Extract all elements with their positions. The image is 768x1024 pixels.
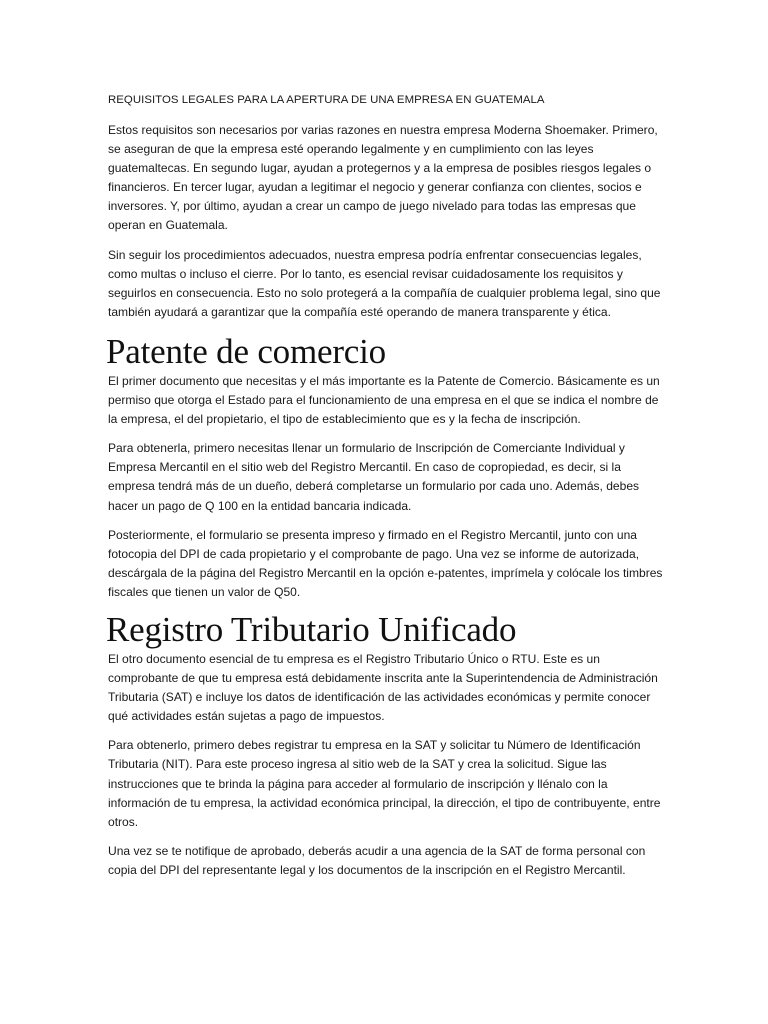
section-paragraph: Una vez se te notifique de aprobado, deberás acudir a una agencia de la SAT de forma personal con copia del DPI del representante legal y los documentos de la inscripción en el Registro Mercantil. (108, 843, 646, 877)
section-paragraph: El otro documento esencial de tu empresa es el Registro Tributario Único o RTU. Este es un comprobante de que tu empresa está debidamente inscrita ante la Superintendencia de Administración Tributaria (SAT) e incluye los datos de identificación de las actividades económicas y permite conocer qué actividades están sujetas a pago de impuestos. (108, 651, 658, 724)
section-heading-rtu: Registro Tributario Unificado (106, 609, 517, 649)
document-body (108, 92, 664, 890)
section-heading-patente: Patente de comercio (106, 331, 386, 371)
section-paragraph: Para obtenerlo, primero debes registrar tu empresa en la SAT y solicitar tu Número de Identificación Tributaria (NIT). Para este proceso ingresa al sitio web de la SAT y crea la solicitud. Sigue las instrucciones que te brinda la página para acceder al formulario de inscripción y llénalo con la información de tu empresa, la actividad económica principal, la dirección, el tipo de contribuyente, entre otros. (108, 738, 661, 829)
section-paragraph: El primer documento que necesitas y el más importante es la Patente de Comercio. Básicamente es un permiso que otorga el Estado para el funcionamiento de una empresa en el que se indica el nombre de la empresa, el del propietario, el tipo de establecimiento que es y la fecha de inscripción. (108, 373, 660, 427)
intro-paragraph: Sin seguir los procedimientos adecuados, nuestra empresa podría enfrentar consecuencias legales, como multas o incluso el cierre. Por lo tanto, es esencial revisar cuidadosamente los requisitos y seguirlos en consecuencia. Esto no solo protegerá a la compañía de cualquier problema legal, sino que también ayudará a garantizar que la compañía esté operando de manera transparente y ética. (108, 247, 661, 319)
document-title: REQUISITOS LEGALES PARA LA APERTURA DE UNA EMPRESA EN GUATEMALA (108, 94, 545, 106)
intro-paragraph: Estos requisitos son necesarios por varias razones en nuestra empresa Moderna Shoemaker. Primero, se aseguran de que la empresa esté operando legalmente y en cumplimiento con las leyes guatemaltecas. En segundo lugar, ayudan a protegernos y a la empresa de posibles riesgos legales o financieros. En tercer lugar, ayudan a legitimar el negocio y generar confianza con clientes, socios e inversores. Y, por último, ayudan a crear un campo de juego nivelado para todas las empresas que operan en Guatemala. (108, 123, 658, 233)
section-paragraph: Posteriormente, el formulario se presenta impreso y firmado en el Registro Mercantil, junto con una fotocopia del DPI de cada propietario y el comprobante de pago. Una vez se informe de autorizada, descárgala de la página del Registro Mercantil en la opción e-patentes, imprímela y colócale los timbres fiscales que tienen un valor de Q50. (108, 527, 663, 599)
section-paragraph: Para obtenerla, primero necesitas llenar un formulario de Inscripción de Comerciante Individual y Empresa Mercantil en el sitio web del Registro Mercantil. En caso de copropiedad, es decir, si la empresa tendrá más de un dueño, deberá completarse un formulario por cada uno. Además, debes hacer un pago de Q 100 en la entidad bancaria indicada. (108, 441, 640, 513)
